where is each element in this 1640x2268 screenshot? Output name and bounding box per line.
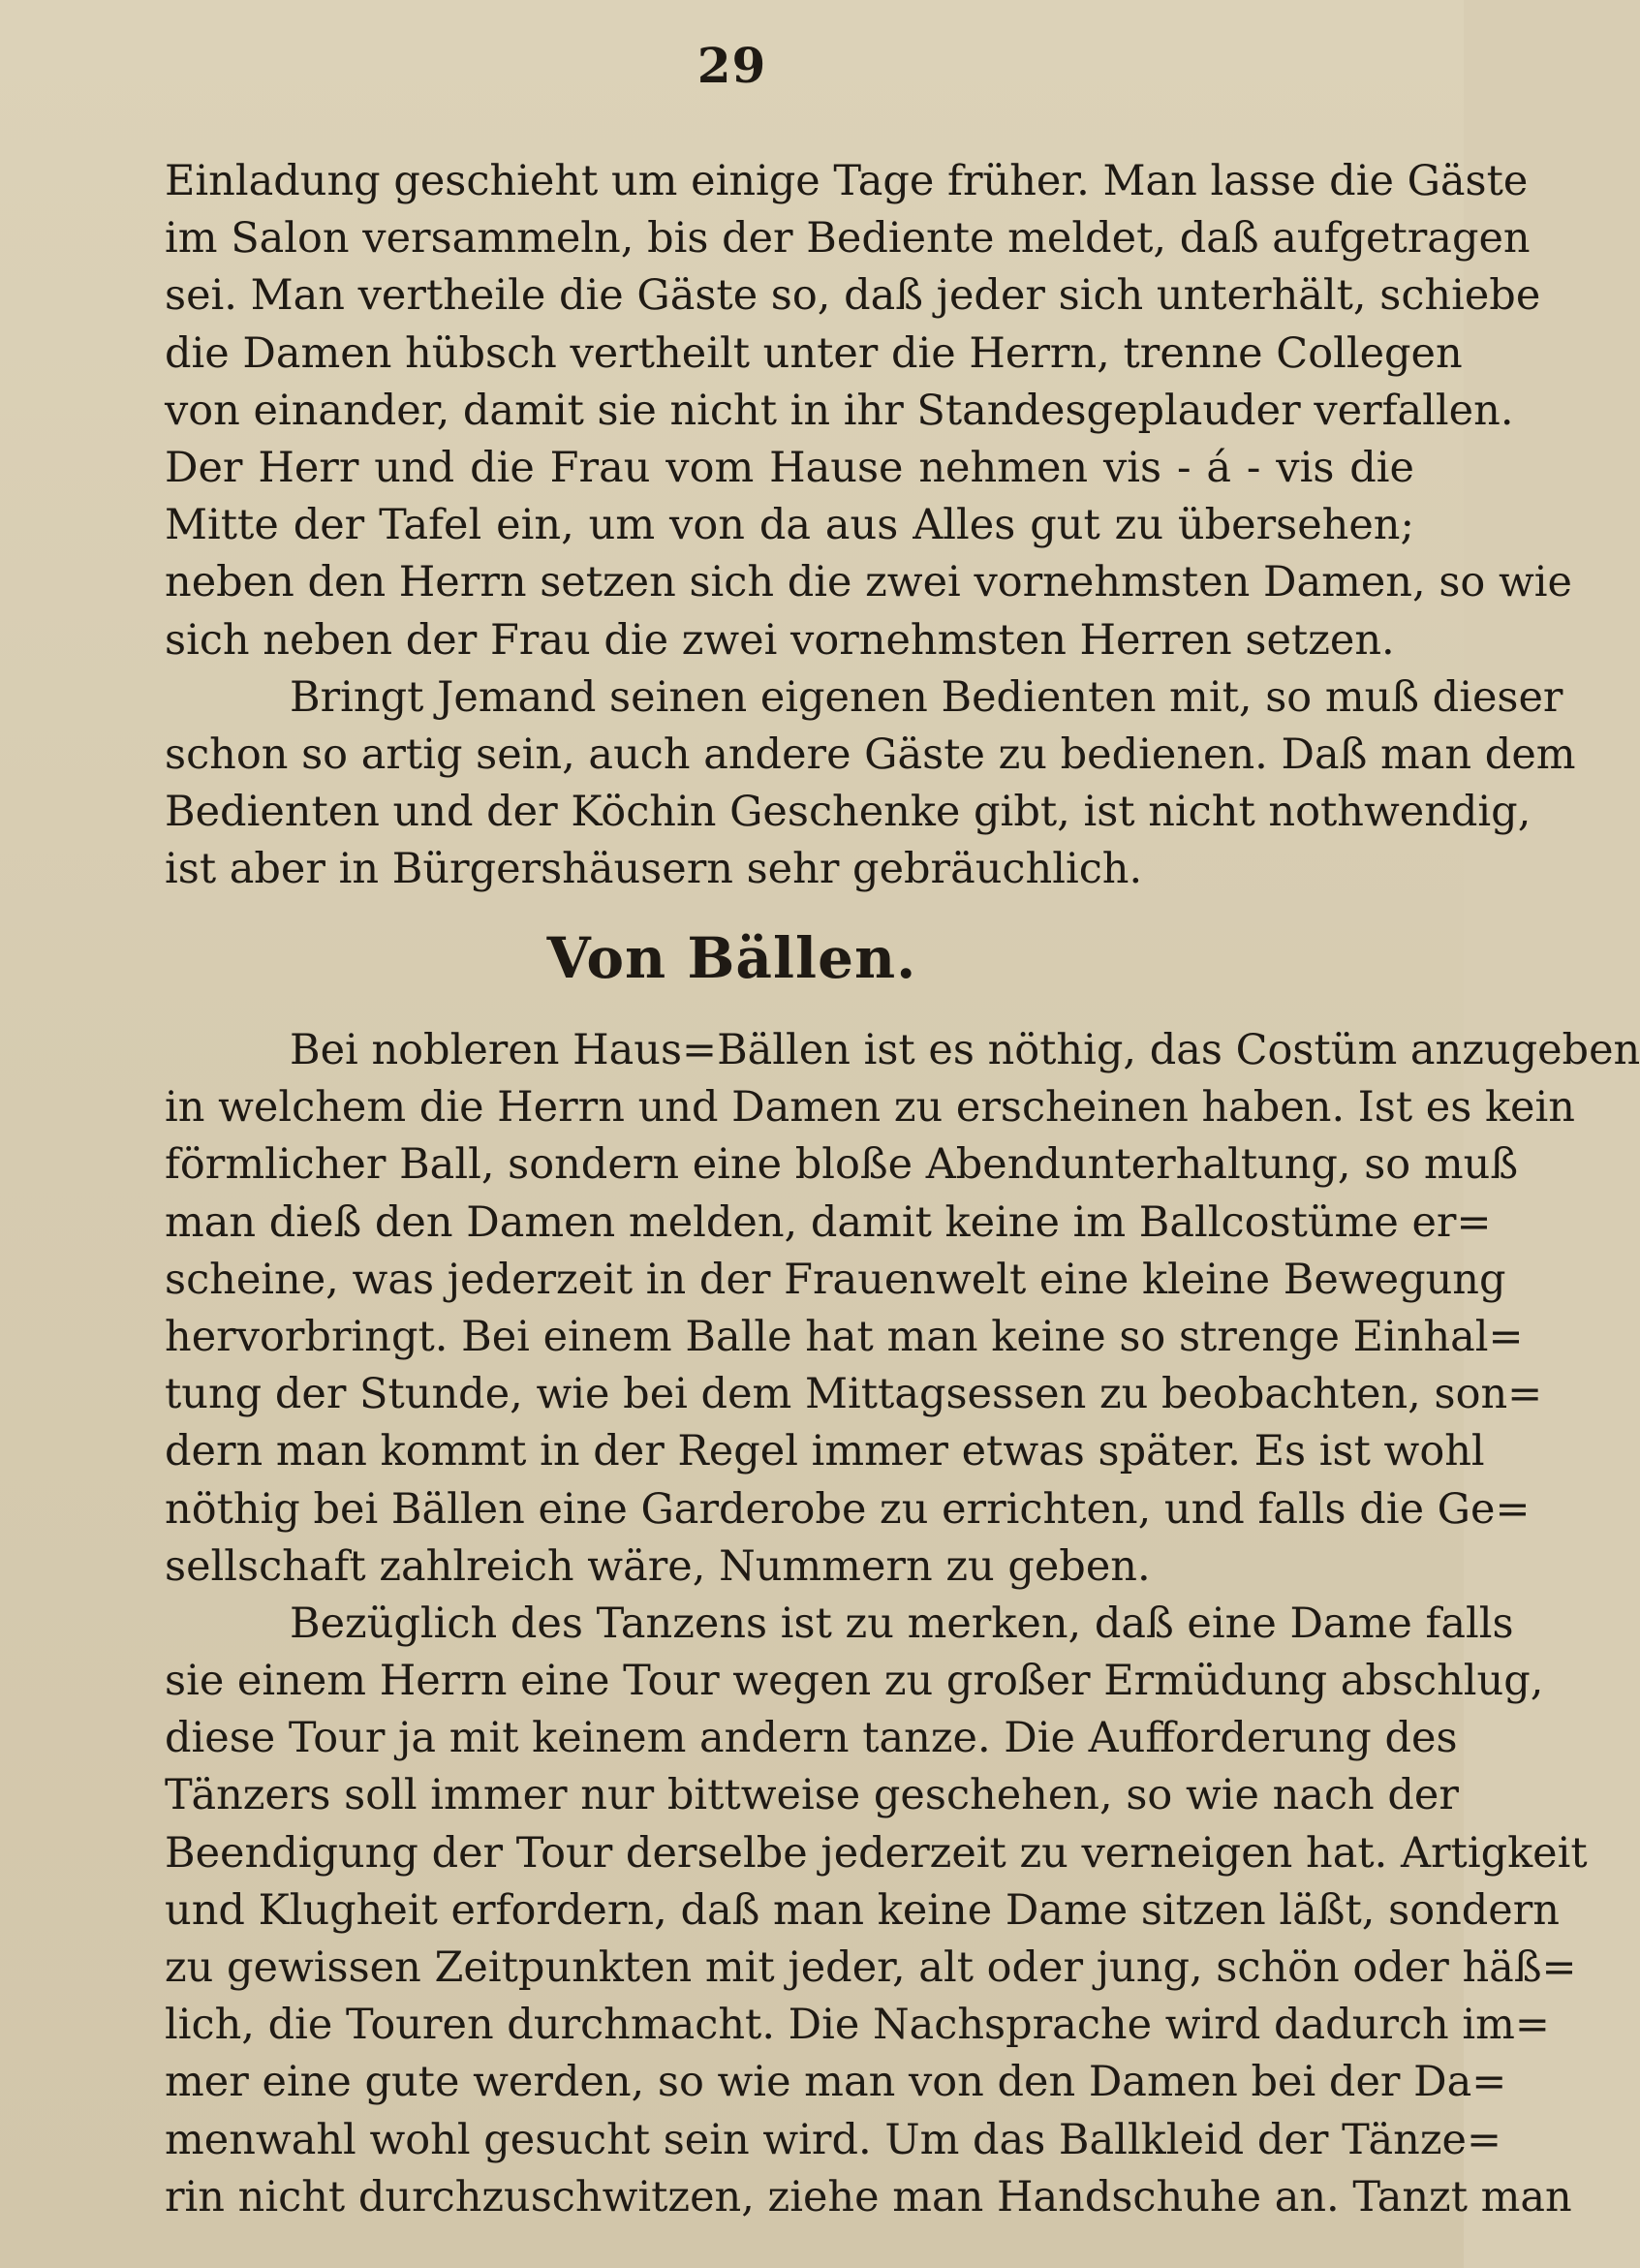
text-line: lich, die Touren durchmacht. Die Nachsprache wird dadurch im= xyxy=(165,2001,1550,2050)
text-line: Tänzers soll immer nur bittweise geschehen, so wie nach der xyxy=(165,1771,1459,1820)
text-line: in welchem die Herrn und Damen zu erscheinen haben. Ist es kein xyxy=(165,1083,1575,1133)
text-line: Bezüglich des Tanzens ist zu merken, daß eine Dame falls xyxy=(290,1599,1514,1648)
text-line: Bei nobleren Haus=Bällen ist es nöthig, das Costüm anzugeben xyxy=(290,1026,1640,1074)
text-line: sellschaft zahlreich wäre, Nummern zu geben. xyxy=(165,1541,1151,1591)
text-line: neben den Herrn setzen sich die zwei vornehmsten Damen, so wie xyxy=(165,558,1572,607)
text-line: mer eine gute werden, so wie man von den Damen bei der Da= xyxy=(165,2058,1507,2107)
text-line: tung der Stunde, wie bei dem Mittagsessen zu beobachten, son= xyxy=(165,1370,1543,1419)
paragraph-block-balls xyxy=(165,1022,1640,2226)
text-line: man dieß den Damen melden, damit keine im Ballcostüme er= xyxy=(165,1197,1492,1247)
text-line: förmlicher Ball, sondern eine bloße Abendunterhaltung, so muß xyxy=(165,1140,1519,1190)
text-line: die Damen hübsch vertheilt unter die Herrn, trenne Collegen xyxy=(165,328,1463,378)
text-line: von einander, damit sie nicht in ihr Standesgeplauder verfallen. xyxy=(165,386,1514,435)
text-line: im Salon versammeln, bis der Bediente meldet, daß aufgetragen xyxy=(165,214,1531,264)
text-line: sich neben der Frau die zwei vornehmsten Herren setzen. xyxy=(165,615,1395,665)
text-line: hervorbringt. Bei einem Balle hat man keine so strenge Einhal= xyxy=(165,1312,1524,1361)
text-line: sie einem Herrn eine Tour wegen zu großer Ermüdung abschlug, xyxy=(165,1657,1544,1706)
section-heading: Von Bällen. xyxy=(546,925,917,991)
text-line: Bedienten und der Köchin Geschenke gibt, ist nicht nothwendig, xyxy=(165,788,1532,837)
text-line: Beendigung der Tour derselbe jederzeit zu verneigen hat. Artigkeit xyxy=(165,1828,1588,1878)
text-line: Einladung geschieht um einige Tage früher. Man lasse die Gäste xyxy=(165,157,1529,205)
text-line: scheine, was jederzeit in der Frauenwelt eine kleine Bewegung xyxy=(165,1255,1506,1304)
text-line: dern man kommt in der Regel immer etwas später. Es ist wohl xyxy=(165,1427,1485,1476)
text-line: schon so artig sein, auch andere Gäste zu bedienen. Daß man dem xyxy=(165,730,1576,779)
text-line: Der Herr und die Frau vom Hause nehmen vis - á - vis die xyxy=(165,443,1414,492)
text-line: nöthig bei Bällen eine Garderobe zu errichten, und falls die Ge= xyxy=(165,1484,1531,1534)
text-line: und Klugheit erfordern, daß man keine Dame sitzen läßt, sondern xyxy=(165,1885,1560,1935)
text-line: Mitte der Tafel ein, um von da aus Alles gut zu übersehen; xyxy=(165,501,1414,550)
text-line: zu gewissen Zeitpunkten mit jeder, alt oder jung, schön oder häß= xyxy=(165,1943,1577,1992)
paragraph-block-dining xyxy=(165,153,1576,898)
text-line: diese Tour ja mit keinem andern tanze. Die Aufforderung des xyxy=(165,1714,1458,1763)
page-number: 29 xyxy=(696,37,767,94)
text-line: menwahl wohl gesucht sein wird. Um das Ballkleid der Tänze= xyxy=(165,2115,1501,2164)
text-line: rin nicht durchzuschwitzen, ziehe man Handschuhe an. Tanzt man xyxy=(165,2172,1572,2221)
text-line: Bringt Jemand seinen eigenen Bedienten mit, so muß dieser xyxy=(290,672,1563,722)
text-line: ist aber in Bürgershäusern sehr gebräuchlich. xyxy=(165,845,1143,894)
text-line: sei. Man vertheile die Gäste so, daß jeder sich unterhält, schiebe xyxy=(165,271,1541,321)
